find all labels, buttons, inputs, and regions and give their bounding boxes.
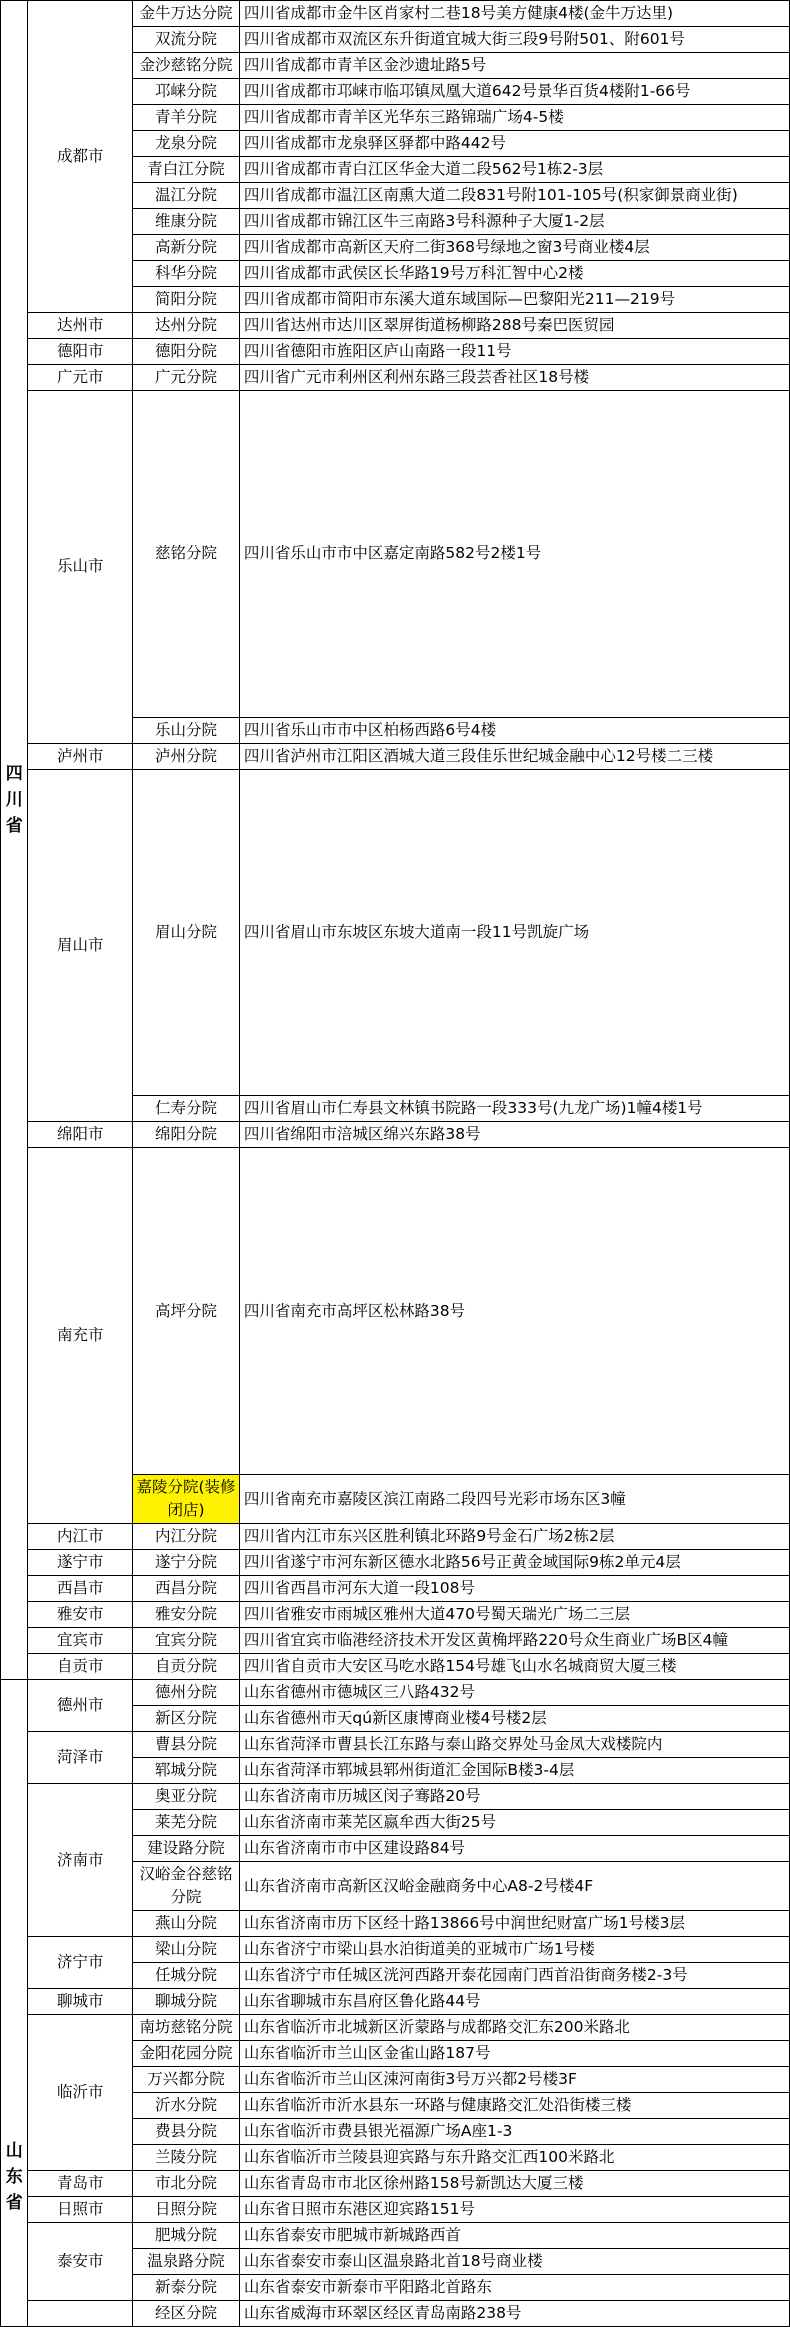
city-cell [28, 2301, 133, 2327]
city-cell: 济南市 [28, 1784, 133, 1937]
city-cell: 德阳市 [28, 339, 133, 365]
address-cell: 四川省成都市武侯区长华路19号万科汇智中心2楼 [239, 261, 789, 287]
city-cell: 达州市 [28, 313, 133, 339]
address-cell: 山东省临沂市兰山区涑河南街3号万兴都2号楼3F [239, 2067, 789, 2093]
table-row [1, 1, 790, 27]
branch-cell: 简阳分院 [133, 287, 240, 313]
province-char: 省 [5, 2193, 23, 2213]
table-row [1, 1602, 790, 1628]
address-cell: 四川省乐山市市中区嘉定南路582号2楼1号 [239, 391, 789, 718]
address-cell: 山东省济宁市梁山县水泊街道美的亚城市广场1号楼 [239, 1937, 789, 1963]
branch-cell: 雅安分院 [133, 1602, 240, 1628]
table-row [1, 1122, 790, 1148]
address-cell: 四川省德阳市旌阳区庐山南路一段11号 [239, 339, 789, 365]
city-cell: 临沂市 [28, 2015, 133, 2171]
branch-cell: 科华分院 [133, 261, 240, 287]
branch-cell: 梁山分院 [133, 1937, 240, 1963]
table-row [1, 769, 790, 1096]
address-cell: 山东省威海市环翠区经区青岛南路238号 [239, 2301, 789, 2327]
branch-cell: 达州分院 [133, 313, 240, 339]
address-cell: 四川省成都市邛崃市临邛镇凤凰大道642号景华百货4楼附1-66号 [239, 79, 789, 105]
table-row [1, 1937, 790, 1963]
branch-cell: 燕山分院 [133, 1911, 240, 1937]
table-row [1, 313, 790, 339]
branch-cell: 内江分院 [133, 1524, 240, 1550]
city-cell: 泰安市 [28, 2223, 133, 2301]
address-cell: 山东省临沂市沂水县东一环路与健康路交汇处沿街楼三楼 [239, 2093, 789, 2119]
address-cell: 山东省济南市历城区闵子骞路20号 [239, 1784, 789, 1810]
branch-cell: 经区分院 [133, 2301, 240, 2327]
province-char: 省 [5, 816, 23, 836]
branch-cell: 广元分院 [133, 365, 240, 391]
table-row [1, 391, 790, 718]
address-cell: 四川省眉山市东坡区东坡大道南一段11号凯旋广场 [239, 769, 789, 1096]
address-cell: 山东省济南市高新区汉峪金融商务中心A8-2号楼4F [239, 1862, 789, 1911]
city-cell: 济宁市 [28, 1937, 133, 1989]
address-cell: 山东省临沂市兰陵县迎宾路与东升路交汇西100米路北 [239, 2145, 789, 2171]
branch-cell: 嘉陵分院(装修闭店) [133, 1475, 240, 1524]
branch-cell: 莱芜分院 [133, 1810, 240, 1836]
table-row [1, 2197, 790, 2223]
address-cell: 四川省成都市青羊区金沙遗址路5号 [239, 53, 789, 79]
province-char: 四 [5, 764, 23, 784]
table-row [1, 1550, 790, 1576]
address-cell: 四川省绵阳市涪城区绵兴东路38号 [239, 1122, 789, 1148]
address-cell: 四川省广元市利州区利州东路三段芸香社区18号楼 [239, 365, 789, 391]
city-cell: 泸州市 [28, 743, 133, 769]
address-cell: 山东省济南市市中区建设路84号 [239, 1836, 789, 1862]
table-row [1, 1680, 790, 1706]
city-cell: 聊城市 [28, 1989, 133, 2015]
branch-cell: 沂水分院 [133, 2093, 240, 2119]
address-cell: 山东省聊城市东昌府区鲁化路44号 [239, 1989, 789, 2015]
table-row [1, 1989, 790, 2015]
city-cell: 成都市 [28, 1, 133, 313]
city-cell: 绵阳市 [28, 1122, 133, 1148]
table-row [1, 1524, 790, 1550]
address-cell: 山东省泰安市肥城市新城路西首 [239, 2223, 789, 2249]
branch-cell: 慈铭分院 [133, 391, 240, 718]
city-cell: 自贡市 [28, 1654, 133, 1680]
address-cell: 四川省自贡市大安区马吃水路154号雄飞山水名城商贸大厦三楼 [239, 1654, 789, 1680]
address-cell: 四川省成都市青白江区华金大道二段562号1栋2-3层 [239, 157, 789, 183]
address-cell: 四川省遂宁市河东新区德水北路56号正黄金域国际9栋2单元4层 [239, 1550, 789, 1576]
table-row [1, 2223, 790, 2249]
city-cell: 广元市 [28, 365, 133, 391]
address-cell: 四川省成都市双流区东升街道宜城大街三段9号附501、附601号 [239, 27, 789, 53]
branch-cell: 仁寿分院 [133, 1096, 240, 1122]
address-cell: 四川省成都市锦江区牛三南路3号科源种子大厦1-2层 [239, 209, 789, 235]
address-cell: 四川省成都市青羊区光华东三路锦瑞广场4-5楼 [239, 105, 789, 131]
table-row [1, 2301, 790, 2327]
address-cell: 山东省泰安市新泰市平阳路北首路东 [239, 2275, 789, 2301]
branch-cell: 温泉路分院 [133, 2249, 240, 2275]
branch-cell: 双流分院 [133, 27, 240, 53]
branch-cell: 青白江分院 [133, 157, 240, 183]
branch-cell: 高坪分院 [133, 1148, 240, 1475]
address-cell: 山东省临沂市兰山区金雀山路187号 [239, 2041, 789, 2067]
province-cell [1, 1, 28, 1680]
branch-cell: 乐山分院 [133, 717, 240, 743]
table-row [1, 1628, 790, 1654]
address-cell: 四川省南充市高坪区松林路38号 [239, 1148, 789, 1475]
branch-cell: 曹县分院 [133, 1732, 240, 1758]
table-row [1, 1784, 790, 1810]
branch-cell: 维康分院 [133, 209, 240, 235]
branch-cell: 万兴都分院 [133, 2067, 240, 2093]
branch-table-body [1, 1, 790, 2327]
branch-cell: 任城分院 [133, 1963, 240, 1989]
address-cell: 四川省成都市简阳市东溪大道东域国际—巴黎阳光211—219号 [239, 287, 789, 313]
table-row [1, 1576, 790, 1602]
branch-cell: 泸州分院 [133, 743, 240, 769]
city-cell: 遂宁市 [28, 1550, 133, 1576]
branch-cell: 遂宁分院 [133, 1550, 240, 1576]
province-char: 东 [5, 2167, 23, 2187]
table-row [1, 1148, 790, 1475]
branch-cell: 肥城分院 [133, 2223, 240, 2249]
province-char: 山 [5, 2141, 23, 2161]
branch-cell: 奥亚分院 [133, 1784, 240, 1810]
table-row [1, 1654, 790, 1680]
branch-cell: 南坊慈铭分院 [133, 2015, 240, 2041]
address-cell: 山东省日照市东港区迎宾路151号 [239, 2197, 789, 2223]
table-row [1, 1732, 790, 1758]
city-cell: 西昌市 [28, 1576, 133, 1602]
address-cell: 山东省泰安市泰山区温泉路北首18号商业楼 [239, 2249, 789, 2275]
branch-cell: 金沙慈铭分院 [133, 53, 240, 79]
branch-cell: 建设路分院 [133, 1836, 240, 1862]
branch-cell: 市北分院 [133, 2171, 240, 2197]
city-cell: 南充市 [28, 1148, 133, 1524]
branch-cell: 新泰分院 [133, 2275, 240, 2301]
city-cell: 眉山市 [28, 769, 133, 1122]
branch-cell: 郓城分院 [133, 1758, 240, 1784]
address-cell: 山东省济宁市任城区洸河西路开泰花园南门西首沿街商务楼2-3号 [239, 1963, 789, 1989]
branch-cell: 自贡分院 [133, 1654, 240, 1680]
branch-cell: 青羊分院 [133, 105, 240, 131]
table-row [1, 365, 790, 391]
branch-cell: 费县分院 [133, 2119, 240, 2145]
branch-cell: 宜宾分院 [133, 1628, 240, 1654]
address-cell: 四川省西昌市河东大道一段108号 [239, 1576, 789, 1602]
branch-cell: 眉山分院 [133, 769, 240, 1096]
branch-cell: 德州分院 [133, 1680, 240, 1706]
city-cell: 内江市 [28, 1524, 133, 1550]
address-cell: 四川省南充市嘉陵区滨江南路二段四号光彩市场东区3幢 [239, 1475, 789, 1524]
city-cell: 宜宾市 [28, 1628, 133, 1654]
city-cell: 青岛市 [28, 2171, 133, 2197]
table-row [1, 339, 790, 365]
address-cell: 山东省临沂市北城新区沂蒙路与成都路交汇东200米路北 [239, 2015, 789, 2041]
address-cell: 四川省内江市东兴区胜利镇北环路9号金石广场2栋2层 [239, 1524, 789, 1550]
address-cell: 四川省雅安市雨城区雅州大道470号蜀天瑞光广场二三层 [239, 1602, 789, 1628]
address-cell: 四川省达州市达川区翠屏街道杨柳路288号秦巴医贸园 [239, 313, 789, 339]
address-cell: 四川省泸州市江阳区酒城大道三段佳乐世纪城金融中心12号楼二三楼 [239, 743, 789, 769]
branch-cell: 温江分院 [133, 183, 240, 209]
city-cell: 雅安市 [28, 1602, 133, 1628]
city-cell: 菏泽市 [28, 1732, 133, 1784]
city-cell: 日照市 [28, 2197, 133, 2223]
address-cell: 山东省临沂市费县银光福源广场A座1-3 [239, 2119, 789, 2145]
address-cell: 四川省宜宾市临港经济技术开发区黄桷坪路220号众生商业广场B区4幢 [239, 1628, 789, 1654]
address-cell: 山东省菏泽市曹县长江东路与泰山路交界处马金凤大戏楼院内 [239, 1732, 789, 1758]
table-row [1, 2015, 790, 2041]
address-cell: 四川省眉山市仁寿县文林镇书院路一段333号(九龙广场)1幢4楼1号 [239, 1096, 789, 1122]
branch-cell: 邛崃分院 [133, 79, 240, 105]
city-cell: 德州市 [28, 1680, 133, 1732]
address-cell: 山东省济南市历下区经十路13866号中润世纪财富广场1号楼3层 [239, 1911, 789, 1937]
branch-cell: 高新分院 [133, 235, 240, 261]
province-cell [1, 1680, 28, 2327]
address-cell: 山东省德州市德城区三八路432号 [239, 1680, 789, 1706]
address-cell: 山东省菏泽市郓城县郓州街道汇金国际B楼3-4层 [239, 1758, 789, 1784]
branch-cell: 日照分院 [133, 2197, 240, 2223]
address-cell: 四川省成都市温江区南熏大道二段831号附101-105号(积家御景商业街) [239, 183, 789, 209]
branch-cell: 西昌分院 [133, 1576, 240, 1602]
branch-cell: 金阳花园分院 [133, 2041, 240, 2067]
branch-cell: 汉峪金谷慈铭分院 [133, 1862, 240, 1911]
address-cell: 四川省乐山市市中区柏杨西路6号4楼 [239, 717, 789, 743]
table-row [1, 743, 790, 769]
branch-cell: 德阳分院 [133, 339, 240, 365]
branch-cell: 兰陵分院 [133, 2145, 240, 2171]
branch-cell: 龙泉分院 [133, 131, 240, 157]
branch-cell: 聊城分院 [133, 1989, 240, 2015]
table-row [1, 2171, 790, 2197]
address-cell: 山东省济南市莱芜区嬴牟西大街25号 [239, 1810, 789, 1836]
branch-cell: 金牛万达分院 [133, 1, 240, 27]
address-cell: 四川省成都市金牛区肖家村二巷18号美方健康4楼(金牛万达里) [239, 1, 789, 27]
branch-cell: 绵阳分院 [133, 1122, 240, 1148]
address-cell: 山东省德州市天qú新区康博商业楼4号楼2层 [239, 1706, 789, 1732]
branch-cell: 新区分院 [133, 1706, 240, 1732]
province-char: 川 [5, 790, 23, 810]
address-cell: 四川省成都市龙泉驿区驿都中路442号 [239, 131, 789, 157]
city-cell: 乐山市 [28, 391, 133, 744]
address-cell: 山东省青岛市市北区徐州路158号新凯达大厦三楼 [239, 2171, 789, 2197]
address-cell: 四川省成都市高新区天府二街368号绿地之窗3号商业楼4层 [239, 235, 789, 261]
